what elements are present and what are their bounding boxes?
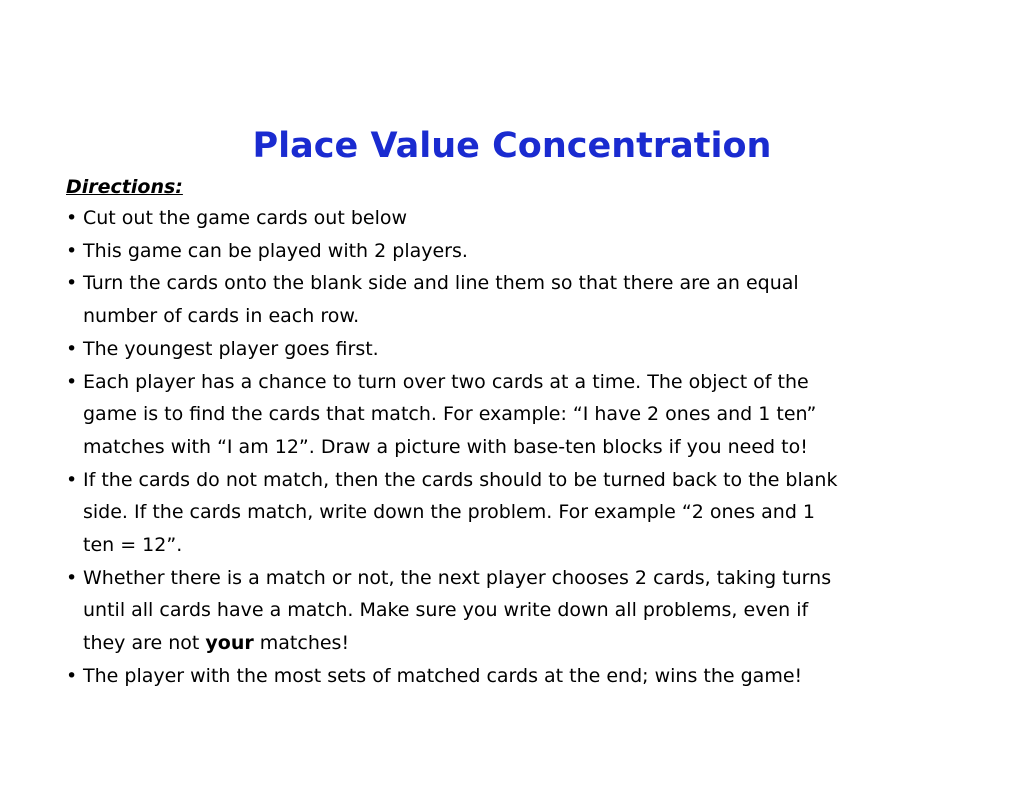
instruction-text — [83, 562, 966, 660]
instruction-line: until all cards have a match. Make sure you write down all problems, even if — [83, 599, 809, 622]
instruction-line: matches with “I am 12”. Draw a picture with base-ten blocks if you need to! — [83, 435, 808, 458]
instruction-item — [66, 267, 966, 332]
instruction-line-end: matches! — [253, 632, 350, 655]
instruction-line: The player with the most sets of matched cards at the end; wins the game! — [83, 664, 803, 687]
instructions-list — [66, 202, 966, 693]
instruction-line: side. If the cards match, write down the problem. For example “2 ones and 1 — [83, 501, 816, 524]
instruction-line — [83, 627, 966, 660]
bullet: • — [66, 239, 78, 262]
bullet: • — [66, 272, 78, 295]
instruction-line: The youngest player goes first. — [83, 337, 379, 360]
instruction-item — [66, 235, 966, 268]
instruction-line: game is to find the cards that match. For example: “I have 2 ones and 1 ten” — [83, 403, 817, 426]
emphasis-word: your — [205, 632, 254, 655]
instruction-item — [66, 464, 966, 562]
bullet: • — [66, 468, 78, 491]
instruction-line: If the cards do not match, then the cards should to be turned back to the blank — [83, 468, 838, 491]
instruction-line: Turn the cards onto the blank side and line them so that there are an equal — [83, 272, 799, 295]
instruction-text — [83, 333, 966, 366]
instruction-line: ten = 12”. — [83, 534, 183, 557]
instruction-line: Each player has a chance to turn over two cards at a time. The object of the — [83, 370, 809, 393]
instruction-line: number of cards in each row. — [83, 305, 360, 328]
bullet: • — [66, 207, 78, 229]
instruction-text — [83, 464, 966, 562]
bullet: • — [66, 566, 78, 589]
page-title: Place Value Concentration — [252, 126, 772, 167]
instruction-text — [83, 202, 966, 235]
bullet: • — [66, 664, 78, 687]
instruction-item — [66, 660, 966, 693]
directions-heading: Directions: — [66, 176, 183, 198]
instruction-item — [66, 562, 966, 660]
instruction-line: Cut out the game cards out below — [83, 207, 408, 229]
instruction-line-start: they are not — [83, 632, 206, 655]
instruction-item — [66, 202, 966, 235]
instruction-text — [83, 366, 966, 464]
instruction-text — [83, 660, 966, 693]
bullet: • — [66, 337, 78, 360]
instruction-item — [66, 366, 966, 464]
instruction-item — [66, 333, 966, 366]
instruction-line: This game can be played with 2 players. — [83, 239, 468, 262]
instruction-text — [83, 235, 966, 268]
bullet: • — [66, 370, 78, 393]
instruction-line: Whether there is a match or not, the next player chooses 2 cards, taking turns — [83, 566, 832, 589]
instruction-text — [83, 267, 966, 332]
